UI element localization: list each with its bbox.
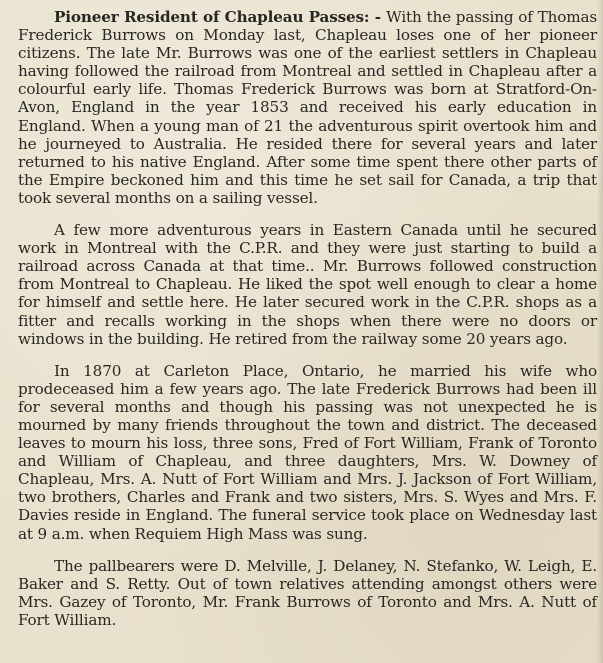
article-paragraph-2: A few more adventurous years in Eastern Canada until he secured work in Montreal with the C.P.R. and they were just starting to build a railroad across Canada at that time.. Mr. Burrows followed construction from Montreal to Chapleau. He liked the spot well enough to clear a home for himself and settle here. He later secured work in the C.P.R. shops as a fitter and recalls working in the shops when there were no doors or windows in the building. He retired from the railway some 20 years ago. xyxy=(18,221,597,348)
paper-edge-shadow xyxy=(597,0,603,663)
article-paragraph-4: The pallbearers were D. Melville, J. Delaney, N. Stefanko, W. Leigh, E. Baker and S. Retty. Out of town relatives attending amongst others were Mrs. Gazey of Toronto, Mr. Frank Burrows of Toronto and Mrs. A. Nutt of Fort William. xyxy=(18,556,597,629)
article-paragraph-1 xyxy=(18,8,597,207)
article-paragraph-3: In 1870 at Carleton Place, Ontario, he married his wife who prodeceased him a few years ago. The late Frederick Burrows had been ill for several months and though his passing was not unexpected he is mourned by many friends throughout the town and district. The deceased leaves to mourn his loss, three sons, Fred of Fort William, Frank of Toronto and William of Chapleau, and three daughters, Mrs. W. Downey of Chapleau, Mrs. A. Nutt of Fort William and Mrs. J. Jackson of Fort William, two brothers, Charles and Frank and two sisters, Mrs. S. Wyes and Mrs. F. Davies reside in England. The funeral service took place on Wednesday last at 9 a.m. when Requiem High Mass was sung. xyxy=(18,361,597,543)
article-paragraph-1-text: With the passing of Thomas Frederick Burrows on Monday last, Chapleau loses one of her pioneer citizens. The late Mr. Burrows was one of the earliest settlers in Chapleau having followed the railroad from Montreal and settled in Chapleau after a colourful early life. Thomas Frederick Burrows was born at Stratford-On-Avon, England in the year 1853 and received his early education in England. When a young man of 21 the adventurous spirit overtook him and he journeyed to Australia. He resided there for several years and later returned to his native England. After some time spent there other parts of the Empire beckoned him and this time he set sail for Canada, a trip that took several months on a sailing vessel. xyxy=(18,8,597,207)
article-headline: Pioneer Resident of Chapleau Passes: - xyxy=(54,8,387,26)
